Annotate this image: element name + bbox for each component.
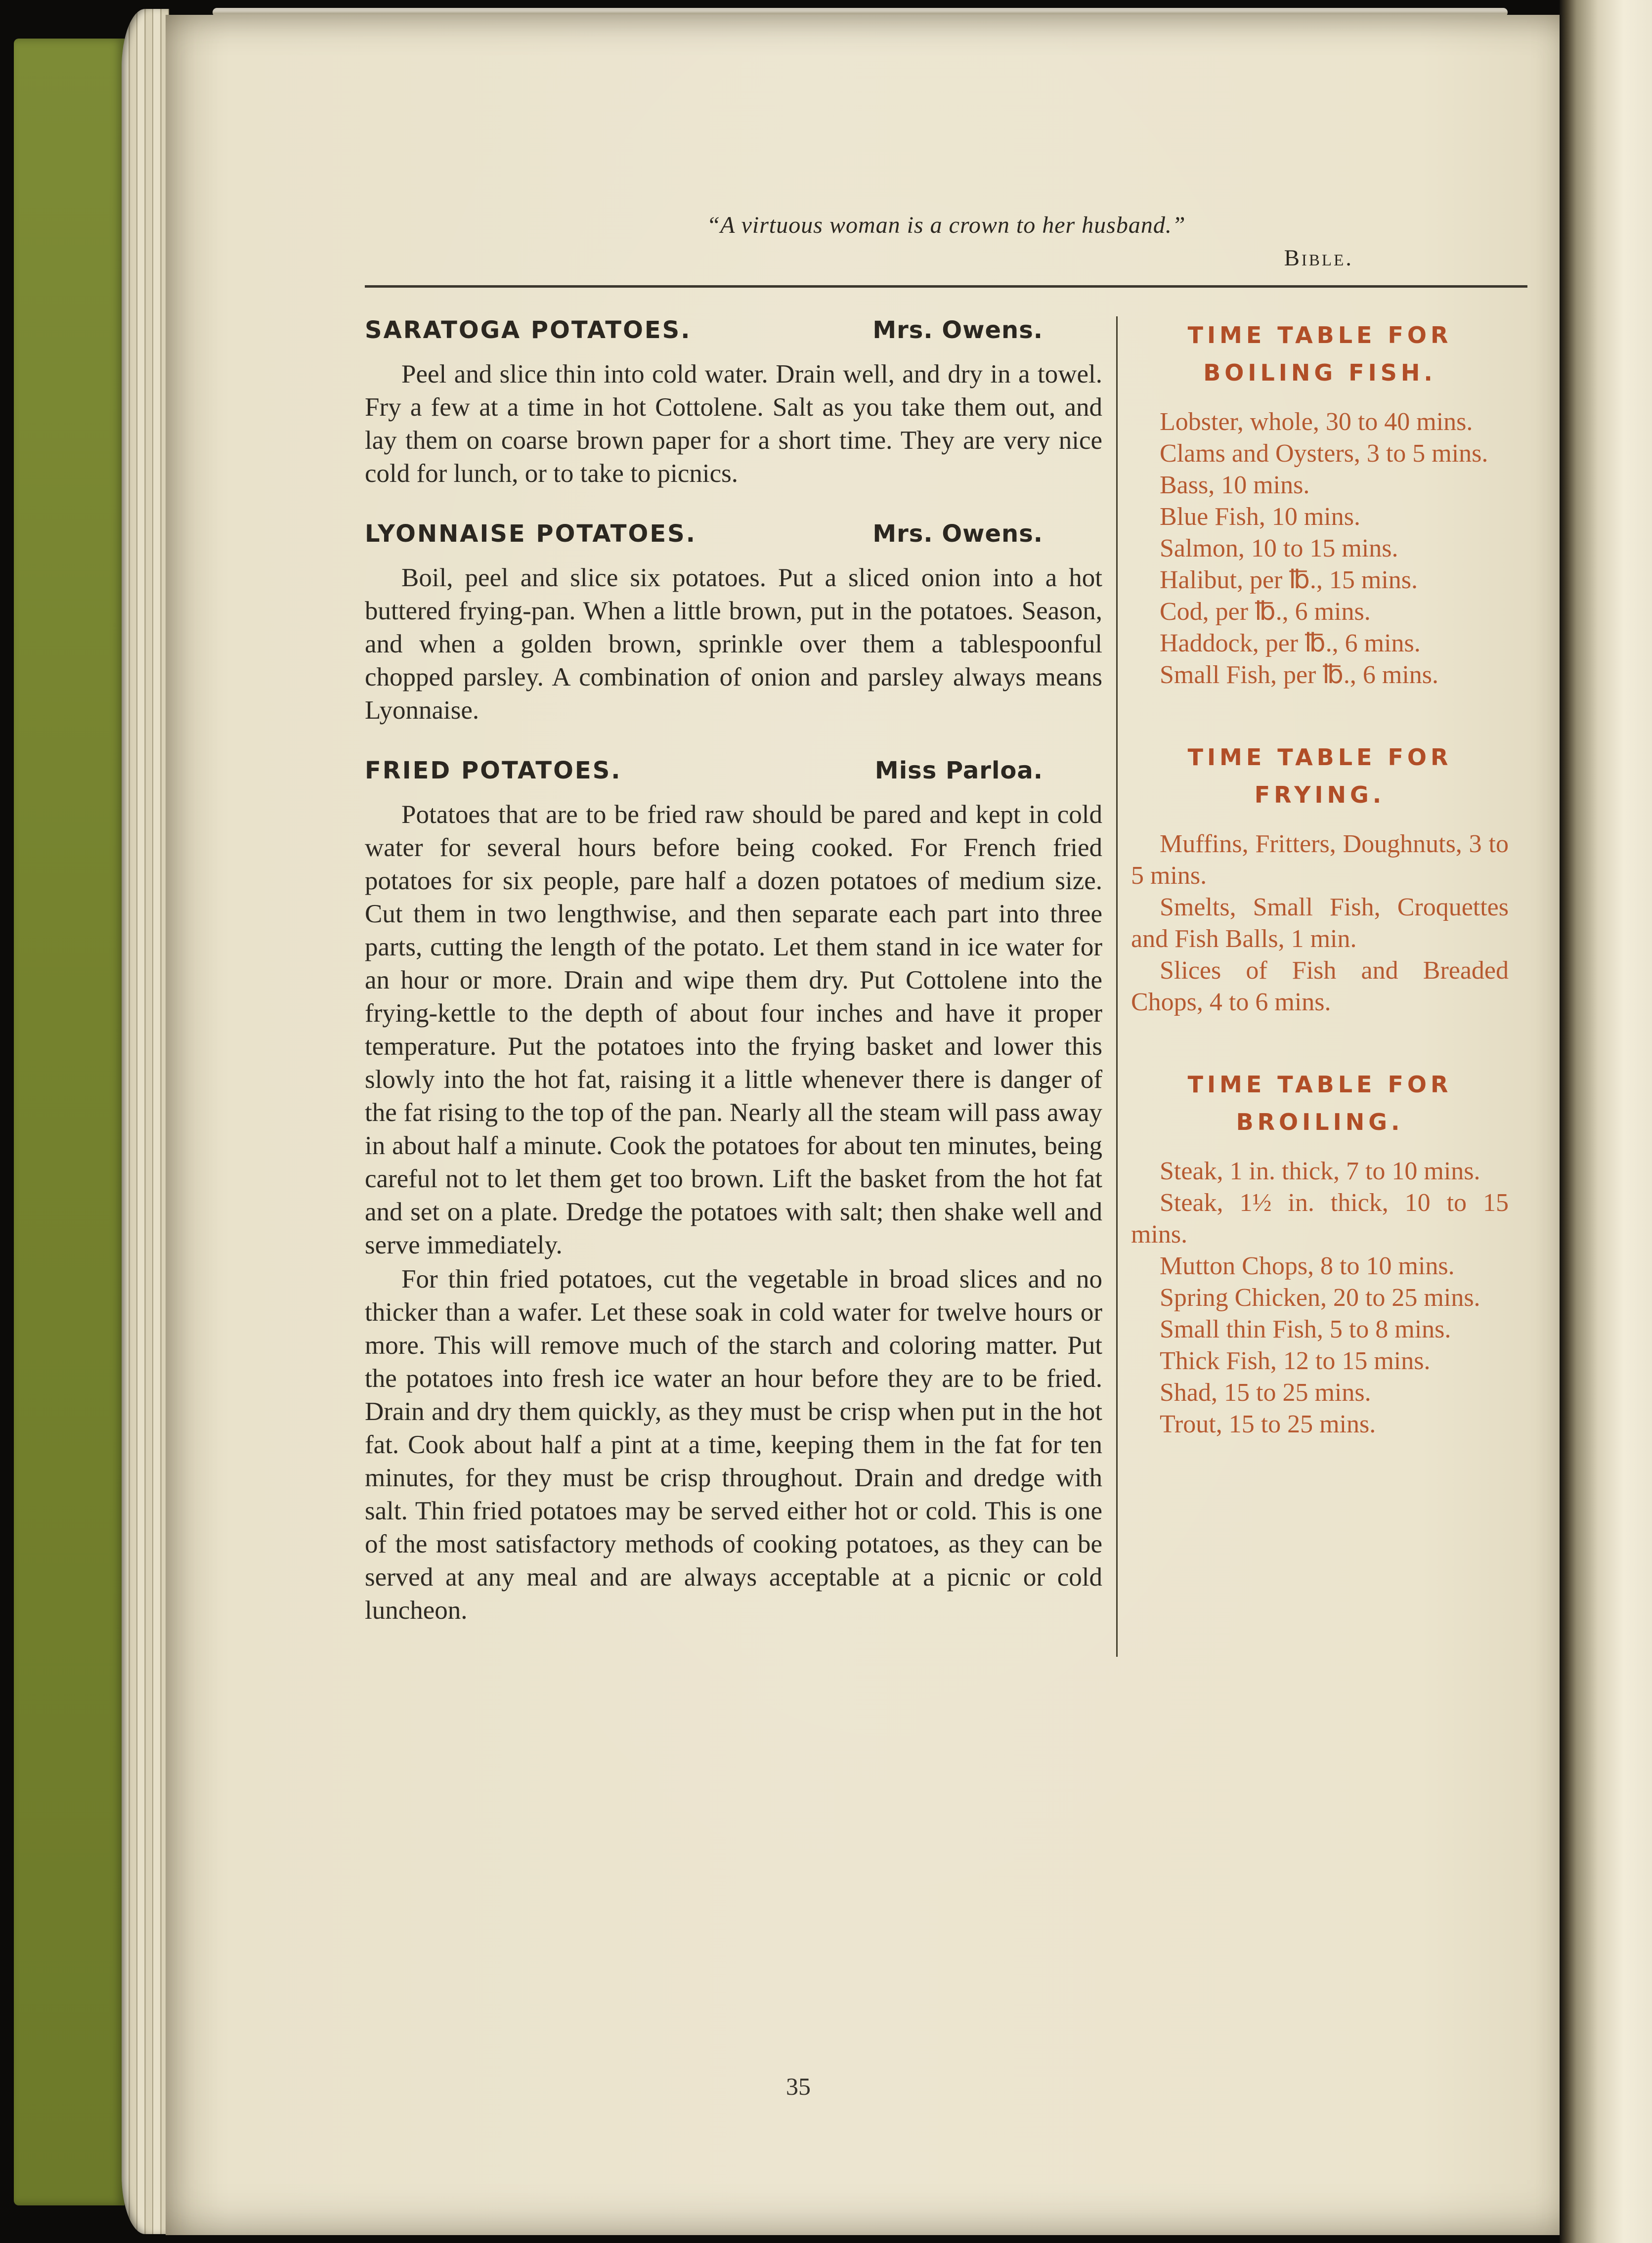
recipe-header xyxy=(365,520,1102,548)
time-table-entry: Smelts, Small Fish, Croquettes and Fish Balls, 1 min. xyxy=(1131,893,1509,953)
time-table-entry: Trout, 15 to 25 mins. xyxy=(1160,1410,1376,1438)
time-table-entry: Bass, 10 mins. xyxy=(1160,471,1310,499)
two-column-layout xyxy=(365,316,1527,1657)
time-table-entry: Thick Fish, 12 to 15 mins. xyxy=(1160,1347,1431,1375)
time-table-title xyxy=(1131,738,1509,814)
time-table-entry: Clams and Oysters, 3 to 5 mins. xyxy=(1160,439,1488,468)
time-table-title-line1: TIME TABLE FOR xyxy=(1187,744,1452,771)
recipe-fried-potatoes xyxy=(365,757,1102,1627)
header-rule xyxy=(365,285,1527,288)
time-table-title-line1: TIME TABLE FOR xyxy=(1187,1071,1452,1098)
time-table-entry: Cod, per ℔., 6 mins. xyxy=(1160,598,1371,626)
epigraph-attribution: Bible. xyxy=(1284,245,1353,271)
recipe-paragraph: Potatoes that are to be fried raw should be pared and kept in cold water for several hours before being cooked. For French fried potatoes for six people, pare half a dozen potatoes of medium size. Cut them in two lengthwise, and then separate each part into three parts, cutting the length of the potato. Let them stand in ice water for an hour or more. Drain and wipe them dry. Put Cottolene into the frying-kettle to the depth of about four inches and have it proper temperature. Put the potatoes into the frying basket and lower this slowly into the hot fat, raising it a little whenever there is danger of the fat rising to the top of the pan. Nearly all the steam will pass away in about half a minute. Cook the potatoes for about ten minutes, being careful not to let them get too brown. Lift the basket from the hot fat and set on a plate. Dredge the potatoes with salt; then shake well and serve immediately. xyxy=(365,800,1102,1259)
recipe-attribution: Mrs. Owens. xyxy=(872,316,1043,344)
recipe-paragraph: Boil, peel and slice six potatoes. Put a sliced onion into a hot buttered frying-pan. When a little brown, put in the potatoes. Season, and when a golden brown, sprinkle over them a tablespoonful chopped parsley. A combination of onion and parsley always means Lyonnaise. xyxy=(365,563,1102,725)
time-table-entry: Mutton Chops, 8 to 10 mins. xyxy=(1160,1252,1455,1280)
time-table-title-line2: BROILING. xyxy=(1236,1109,1404,1135)
recipes-column xyxy=(365,316,1102,1657)
recipe-header xyxy=(365,316,1102,344)
recipe-header xyxy=(365,757,1102,784)
recipe-attribution: Miss Parloa. xyxy=(874,757,1043,784)
time-table-boiling-fish xyxy=(1131,316,1509,691)
epigraph: “A virtuous woman is a crown to her husband.” xyxy=(706,212,1186,238)
book-page xyxy=(166,15,1560,2235)
time-table-entry: Blue Fish, 10 mins. xyxy=(1160,503,1360,531)
time-table-title xyxy=(1131,316,1509,391)
time-table-entry: Salmon, 10 to 15 mins. xyxy=(1160,534,1398,562)
time-table-entry: Steak, 1 in. thick, 7 to 10 mins. xyxy=(1160,1157,1480,1185)
time-table-entry: Small Fish, per ℔., 6 mins. xyxy=(1160,661,1439,689)
recipe-title: LYONNAISE POTATOES. xyxy=(365,520,696,548)
time-table-entry: Muffins, Fritters, Doughnuts, 3 to 5 mins. xyxy=(1131,830,1509,890)
time-table-entry: Slices of Fish and Breaded Chops, 4 to 6 mins. xyxy=(1131,956,1509,1016)
time-table-entry: Steak, 1½ in. thick, 10 to 15 mins. xyxy=(1131,1189,1509,1249)
recipe-lyonnaise-potatoes xyxy=(365,520,1102,727)
time-table-title xyxy=(1131,1066,1509,1141)
time-table-entry: Small thin Fish, 5 to 8 mins. xyxy=(1160,1315,1451,1343)
book-cover-spine xyxy=(14,39,125,2205)
time-table-entry: Halibut, per ℔., 15 mins. xyxy=(1160,566,1418,594)
page-content xyxy=(365,15,1527,2235)
column-divider xyxy=(1116,316,1118,1657)
time-table-entry: Shad, 15 to 25 mins. xyxy=(1160,1379,1371,1407)
page-number: 35 xyxy=(786,2072,811,2100)
time-table-entry: Lobster, whole, 30 to 40 mins. xyxy=(1160,408,1473,436)
recipe-paragraph: Peel and slice thin into cold water. Drain well, and dry in a towel. Fry a few at a time in hot Cottolene. Salt as you take them out, and lay them on coarse brown paper for a short time. They are very nice cold for lunch, or to take to picnics. xyxy=(365,360,1102,488)
recipe-paragraph: For thin fried potatoes, cut the vegetable in broad slices and no thicker than a wafer. Let these soak in cold water for twelve hours or more. This will remove much of the starch and coloring matter. Put the potatoes into fresh ice water an hour before they are to be fried. Drain and dry them quickly, as they must be crisp when put in the hot fat. Cook about half a pint at a time, keeping them in the fat for ten minutes, for they must be crisp throughout. Drain and dredge with salt. Thin fried potatoes may be served either hot or cold. This is one of the most satisfactory methods of cooking potatoes, as they can be served at any meal and are always acceptable at a picnic or cold luncheon. xyxy=(365,1265,1102,1625)
recipe-title: SARATOGA POTATOES. xyxy=(365,316,692,344)
time-table-entry: Spring Chicken, 20 to 25 mins. xyxy=(1160,1284,1480,1312)
recipe-title: FRIED POTATOES. xyxy=(365,757,622,784)
time-table-title-line2: BOILING FISH. xyxy=(1203,359,1436,386)
time-tables-column xyxy=(1131,316,1509,1657)
recipe-saratoga-potatoes xyxy=(365,316,1102,490)
facing-page-edge xyxy=(1560,0,1652,2243)
time-table-title-line1: TIME TABLE FOR xyxy=(1187,322,1452,348)
page-edge-stack xyxy=(122,9,169,2234)
time-table-frying xyxy=(1131,738,1509,1018)
time-table-broiling xyxy=(1131,1066,1509,1440)
time-table-entry: Haddock, per ℔., 6 mins. xyxy=(1160,629,1421,657)
recipe-attribution: Mrs. Owens. xyxy=(872,520,1043,548)
time-table-title-line2: FRYING. xyxy=(1254,781,1386,808)
